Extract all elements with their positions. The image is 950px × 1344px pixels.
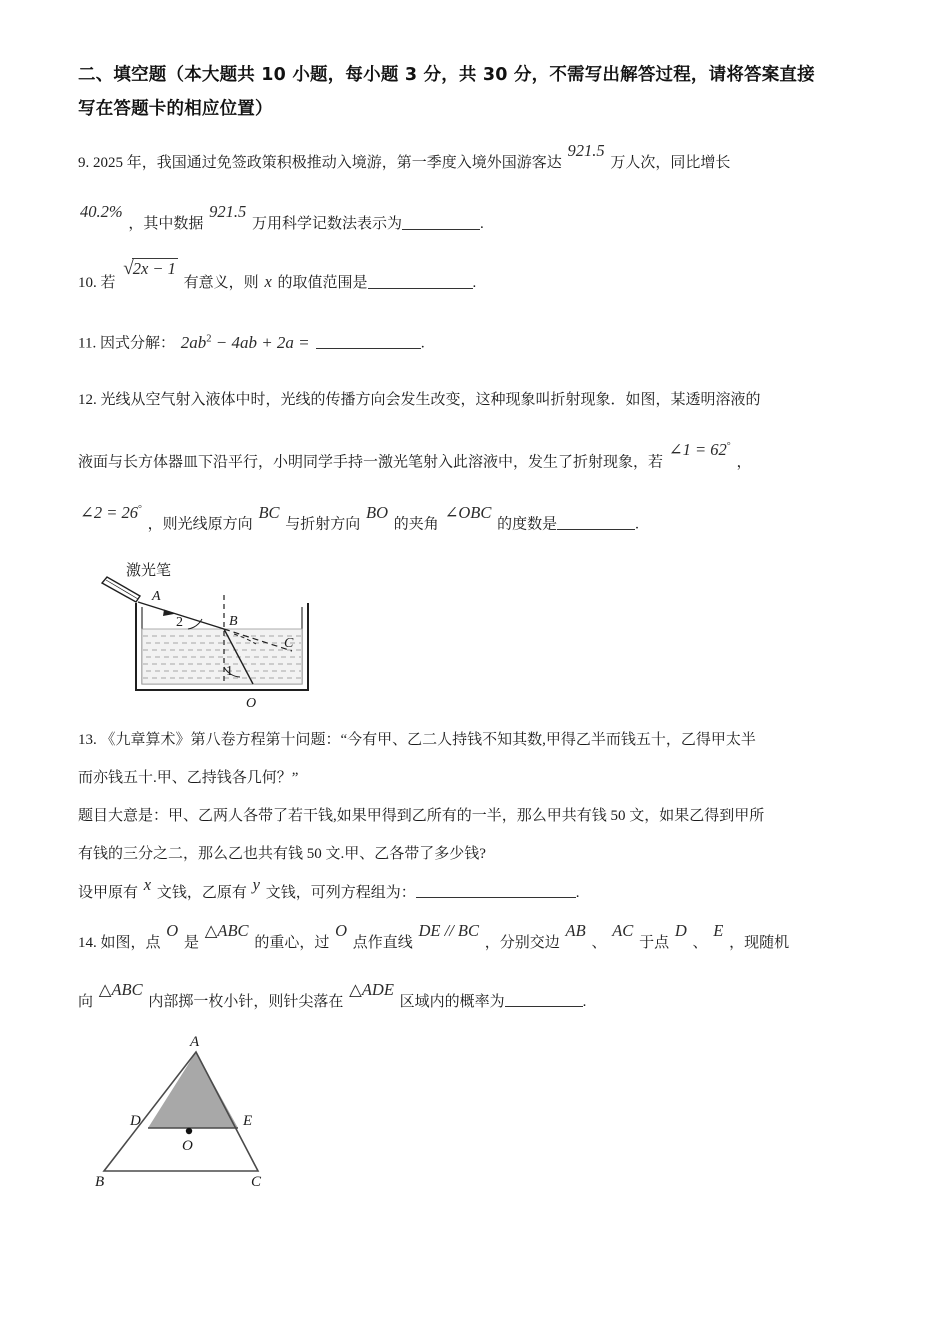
question-14-text-10: 向 — [78, 993, 94, 1010]
question-14-text-7: 于点 — [639, 934, 670, 951]
question-11-expr-part-2: − 4ab + 2a = — [211, 332, 314, 352]
question-12-segment-bo: BO — [366, 502, 389, 522]
question-13-text-4: 有钱的三分之二，那么乙也共有钱 50 文.甲、乙各带了多少钱? — [78, 845, 486, 862]
question-12-line-1 — [78, 378, 878, 422]
question-13-text-2: 而亦钱五十.甲、乙持钱各几何？” — [78, 769, 299, 786]
question-11-period: . — [420, 335, 425, 352]
question-14-line-1 — [78, 920, 878, 965]
question-12-number: 12. — [78, 391, 97, 408]
question-13-variable-y: y — [252, 874, 260, 894]
question-12-segment-bc: BC — [258, 502, 280, 522]
question-12-line-3 — [78, 498, 878, 547]
question-9-period: . — [480, 216, 484, 232]
question-12-angle-1 — [667, 440, 733, 459]
question-9-answer-blank[interactable] — [402, 215, 480, 230]
label-b: B — [229, 613, 238, 629]
section-heading-line-2: 写在答题卡的相应位置） — [78, 99, 273, 119]
question-9-value-2: 921.5 — [209, 202, 247, 221]
question-12-text-3: ， — [736, 454, 752, 471]
label-c: C — [284, 635, 294, 651]
question-13-text-1: 《九章算术》第八卷方程第十问题：“今有甲、乙二人持钱不知其数,甲得乙半而钱五十，乙得甲太半 — [100, 731, 756, 748]
question-13 — [78, 721, 878, 912]
question-13-text-3: 题目大意是：甲、乙两人各带了若干钱,如果甲得到乙所有的一半，那么甲共有钱 50 文，如果乙得到甲所 — [78, 807, 765, 824]
question-13-line-4 — [78, 835, 878, 873]
question-14-period: . — [582, 993, 587, 1010]
question-9-text-a: 2025 年，我国通过免签政策积极推动入境游，第一季度入境外国游客达 — [93, 155, 562, 171]
question-9-line-2 — [78, 201, 878, 246]
question-14-text-6: 、 — [591, 934, 607, 951]
question-11-line-1 — [78, 317, 878, 366]
label-angle-2: 2 — [176, 614, 183, 630]
question-10-text-a: 若 — [100, 275, 116, 291]
centroid-triangle-figure — [86, 1034, 878, 1189]
question-14-segment-ab: AB — [565, 920, 586, 940]
laser-pen-caption: 激光笔 — [126, 560, 172, 579]
question-12-text-4: ，则光线原方向 — [147, 516, 253, 533]
question-14-answer-blank[interactable] — [505, 992, 583, 1007]
question-12-angle-2-value: ∠2 = 26 — [80, 502, 138, 522]
refraction-figure-svg — [96, 555, 346, 715]
question-9-value-1: 921.5 — [567, 141, 605, 160]
question-12-angle-obc: ∠OBC — [444, 502, 492, 522]
triangle-label-o: O — [182, 1137, 193, 1154]
triangle-label-b: B — [95, 1173, 105, 1189]
question-13-period: . — [575, 884, 580, 901]
question-14 — [78, 920, 878, 1189]
question-12-text-6: 的夹角 — [393, 516, 439, 533]
centroid-point-o — [186, 1127, 192, 1133]
question-9-text-b: 万人次，同比增长 — [610, 155, 731, 171]
question-10 — [78, 260, 878, 305]
question-13-line-5 — [78, 873, 878, 912]
question-9-percent: 40.2% — [80, 202, 123, 221]
page-content — [78, 58, 878, 1189]
question-14-text-4: 点作直线 — [352, 934, 413, 951]
refraction-figure — [96, 555, 878, 715]
question-13-line-2 — [78, 759, 878, 797]
question-12-answer-blank[interactable] — [557, 515, 635, 530]
label-o: O — [246, 695, 257, 711]
question-9-number: 9. — [78, 155, 90, 171]
section-heading — [78, 58, 878, 126]
question-14-text-1: 如图，点 — [100, 934, 161, 951]
question-14-text-12: 区域内的概率为 — [399, 993, 505, 1010]
question-11 — [78, 317, 878, 366]
question-13-answer-blank[interactable] — [416, 883, 576, 898]
question-10-line-1 — [78, 260, 878, 305]
question-10-number: 10. — [78, 275, 97, 291]
question-12-text-2: 液面与长方体器皿下沿平行，小明同学手持一激光笔射入此溶液中，发生了折射现象，若 — [78, 454, 664, 471]
question-10-radicand: 2x − 1 — [132, 259, 176, 278]
question-12 — [78, 378, 878, 715]
triangle-label-a: A — [190, 1033, 200, 1050]
question-10-sqrt-expression: √2x − 1 — [123, 258, 176, 279]
question-13-variable-x: x — [143, 874, 152, 894]
question-14-text-3: 的重心，过 — [254, 934, 330, 951]
question-14-point-d: D — [674, 920, 687, 940]
question-14-line-de-parallel-bc: DE // BC — [418, 920, 480, 940]
question-13-text-6: 文钱，乙原有 — [156, 884, 247, 901]
question-12-period: . — [635, 516, 639, 533]
question-14-segment-ac: AC — [612, 920, 634, 940]
question-14-text-8: 、 — [692, 934, 708, 951]
question-11-expr-part-1: 2ab — [180, 332, 207, 352]
question-14-text-11: 内部掷一枚小针，则针尖落在 — [148, 993, 344, 1010]
question-10-period: . — [472, 275, 477, 291]
question-11-answer-blank[interactable] — [316, 334, 421, 349]
label-a: A — [152, 588, 161, 604]
question-14-triangle-abc-1: △ABC — [204, 920, 249, 940]
question-14-point-o-1: O — [166, 920, 179, 940]
question-14-line-2 — [78, 979, 878, 1024]
question-9-text-c: ，其中数据 — [128, 216, 204, 232]
section-heading-line-1: 二、填空题（本大题共 10 小题，每小题 3 分，共 30 分，不需写出解答过程，请将答案直接 — [78, 65, 815, 85]
question-13-number: 13. — [78, 731, 97, 748]
question-14-point-e: E — [713, 920, 724, 940]
question-14-point-o-2: O — [335, 920, 347, 940]
question-13-text-7: 文钱，可列方程组为： — [265, 884, 416, 901]
triangle-label-d: D — [130, 1112, 141, 1129]
question-10-text-b: 有意义，则 — [183, 275, 259, 291]
shaded-region-ade — [148, 1052, 238, 1128]
question-11-expr-exponent: 2 — [206, 333, 212, 344]
question-12-angle-1-value: ∠1 = 62 — [668, 440, 727, 460]
question-14-text-2: 是 — [183, 934, 199, 951]
question-11-expression — [179, 333, 316, 352]
question-12-angle-2-degree: ° — [137, 503, 142, 515]
question-10-variable: x — [264, 272, 272, 291]
question-11-text-a: 因式分解： — [99, 335, 175, 352]
question-10-text-c: 的取值范围是 — [277, 275, 368, 291]
question-13-text-5: 设甲原有 — [78, 884, 139, 901]
question-12-angle-2 — [78, 503, 144, 522]
laser-pen-icon — [102, 577, 140, 602]
question-10-answer-blank[interactable] — [368, 274, 473, 289]
centroid-triangle-svg — [86, 1034, 286, 1189]
question-9-text-d: 万用科学记数法表示为 — [252, 216, 403, 232]
triangle-label-e: E — [243, 1112, 253, 1129]
question-11-number: 11. — [78, 335, 97, 352]
question-14-text-9: ，现随机 — [729, 934, 790, 951]
question-9-line-1 — [78, 140, 878, 185]
triangle-label-c: C — [251, 1173, 262, 1189]
question-12-text-5: 与折射方向 — [285, 516, 361, 533]
question-14-triangle-abc-2: △ABC — [98, 979, 143, 999]
question-14-triangle-ade: △ADE — [349, 979, 394, 999]
liquid-region — [142, 629, 302, 684]
question-14-number: 14. — [78, 934, 97, 951]
question-13-line-1 — [78, 721, 878, 759]
question-9 — [78, 140, 878, 246]
question-12-angle-1-degree: ° — [726, 440, 731, 452]
label-angle-1: 1 — [226, 663, 233, 679]
question-13-line-3 — [78, 797, 878, 835]
question-14-text-5: ，分别交边 — [484, 934, 560, 951]
question-12-text-1: 光线从空气射入液体中时，光线的传播方向会发生改变，这种现象叫折射现象．如图，某透明溶液的 — [100, 391, 761, 408]
question-12-text-7: 的度数是 — [497, 516, 558, 533]
question-12-line-2 — [78, 436, 878, 485]
